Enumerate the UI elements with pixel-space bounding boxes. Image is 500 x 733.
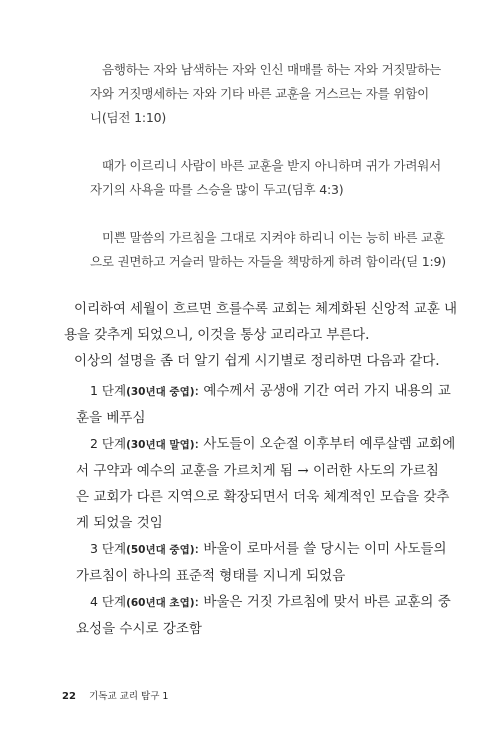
quote-line: 음행하는 자와 남색하는 자와 인신 매매를 하는 자와 거짓말하는: [102, 62, 441, 77]
stage-line: 요성을 수시로 강조함: [76, 621, 202, 637]
stage-line: 훈을 베푸심: [76, 410, 146, 426]
stage-line: 은 교회가 다른 지역으로 확장되면서 더욱 체계적인 모습을 갖추: [76, 489, 450, 505]
stage-label: 2 단계: [90, 436, 127, 451]
book-title: 기독교 교리 탐구 1: [89, 691, 169, 702]
stage-item-1: [76, 378, 451, 431]
quote-line: 으로 권면하고 거슬러 말하는 자들을 책망하게 하려 함이라(딛 1:9): [90, 254, 446, 269]
paragraph-line: 용을 갖추게 되었으니, 이것을 통상 교리라고 부른다.: [64, 327, 370, 343]
stage-period-tag: (50년대 중엽): [126, 544, 195, 556]
stage-period-tag: (30년대 중엽): [126, 386, 195, 398]
quote-line: 니(딤전 1:10): [90, 110, 167, 125]
stage-item-2: [76, 431, 456, 536]
scripture-quote-3: [90, 226, 446, 274]
stage-text: : 바울이 로마서를 쓸 당시는 이미 사도들의: [194, 541, 447, 557]
stage-line: 게 되었을 것임: [76, 515, 163, 531]
stage-first-line: [76, 536, 447, 563]
paragraph-line: 이상의 설명을 좀 더 알기 쉽게 시기별로 정리하면 다음과 같다.: [74, 353, 440, 369]
stage-period-tag: (60년대 초엽): [126, 597, 195, 609]
main-paragraph: [64, 296, 457, 374]
stage-first-line: [76, 431, 456, 458]
stage-text: : 바울은 거짓 가르침에 맞서 바른 교훈의 중: [194, 594, 451, 610]
quote-line: 자와 거짓맹세하는 자와 기타 바른 교훈을 거스르는 자를 위함이: [90, 86, 429, 101]
stage-label: 1 단계: [90, 383, 127, 398]
stage-period-tag: (30년대 말엽): [126, 439, 195, 451]
stage-list: [76, 378, 456, 642]
stage-item-3: [76, 536, 447, 589]
scripture-quote-2: [90, 154, 441, 202]
stage-text: : 사도들이 오순절 이후부터 예루살렘 교회에: [194, 436, 456, 452]
stage-label: 4 단계: [90, 594, 127, 609]
page-number: 22: [62, 691, 76, 702]
quote-line: 자기의 사욕을 따를 스승을 많이 두고(딤후 4:3): [90, 182, 344, 197]
stage-first-line: [76, 378, 451, 405]
stage-line: 서 구약과 예수의 교훈을 가르치게 됨 → 이러한 사도의 가르침: [76, 463, 439, 479]
quote-line: 때가 이르리니 사람이 바른 교훈을 받지 아니하며 귀가 가려워서: [102, 158, 441, 173]
scripture-quote-1: [90, 58, 441, 130]
page-footer: [62, 688, 168, 702]
stage-line: 가르침이 하나의 표준적 형태를 지니게 되었음: [76, 568, 346, 584]
quote-line: 미쁜 말씀의 가르침을 그대로 지켜야 하리니 이는 능히 바른 교훈: [102, 230, 445, 245]
paragraph-line: 이리하여 세월이 흐르면 흐를수록 교회는 체계화된 신앙적 교훈 내: [74, 301, 457, 317]
stage-first-line: [76, 589, 451, 616]
stage-text: : 예수께서 공생애 기간 여러 가지 내용의 교: [194, 383, 451, 399]
stage-label: 3 단계: [90, 541, 127, 556]
stage-item-4: [76, 589, 451, 642]
